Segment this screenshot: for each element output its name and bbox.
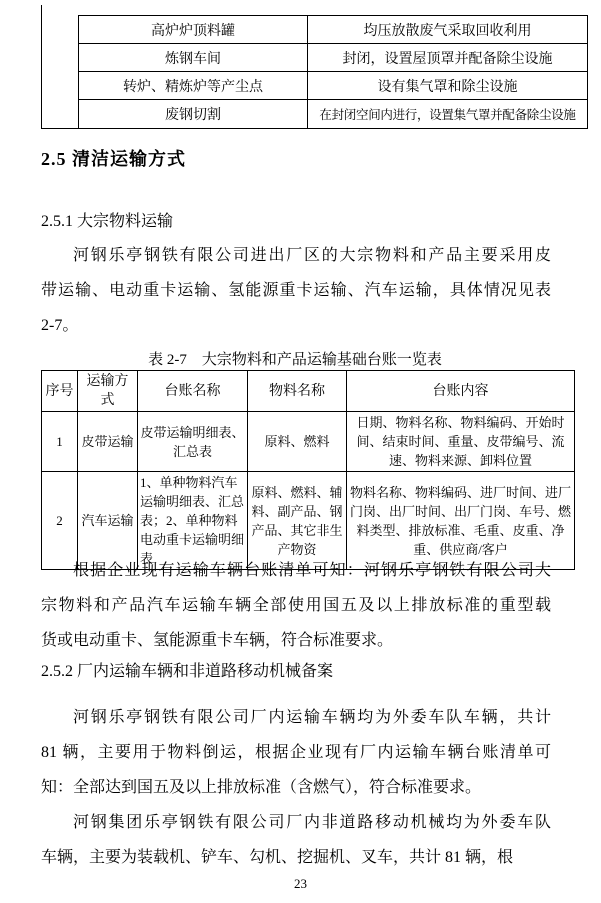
paragraph-line: 带运输、电动重卡运输、氢能源重卡运输、汽车运输，具体情况见表 (41, 282, 551, 299)
serial-cell: 2 (42, 472, 78, 570)
paragraph-line: 2-7。 (41, 317, 79, 334)
header-material-name: 物料名称 (248, 371, 347, 412)
table-header-row (42, 371, 575, 412)
measure-item-cell: 转炉、精炼炉等产尘点 (79, 72, 308, 100)
measure-item-cell: 高炉炉顶料罐 (79, 16, 308, 44)
measure-desc-cell: 封闭，设置屋顶罩并配备除尘设施 (308, 44, 588, 72)
mode-cell: 汽车运输 (78, 472, 138, 570)
material-cell: 原料、燃料 (248, 412, 347, 472)
table-row (42, 100, 588, 129)
paragraph-line: 货或电动重卡、氢能源重卡车辆，符合标准要求。 (41, 632, 394, 649)
measure-item-cell: 炼钢车间 (79, 44, 308, 72)
header-transport-mode: 运输方式 (78, 371, 138, 412)
subsection-heading-2-5-1: 2.5.1 大宗物料运输 (41, 213, 174, 230)
header-serial: 序号 (42, 371, 78, 412)
page-number: 23 (294, 876, 307, 891)
paragraph-line: 宗物料和产品汽车运输车辆全部使用国五及以上排放标准的重型载 (41, 597, 551, 614)
paragraph-line: 河钢集团乐亭钢铁有限公司厂内非道路移动机械均为外委车队 (73, 814, 551, 831)
table-row (42, 44, 588, 72)
serial-cell: 1 (42, 412, 78, 472)
paragraph-line: 车辆，主要为装载机、铲车、勾机、挖掘机、叉车，共计 81 辆，根 (41, 849, 514, 866)
table-row (42, 412, 575, 472)
measure-item-cell: 废钢切割 (79, 100, 308, 129)
paragraph-line: 根据企业现有运输车辆台账清单可知：河钢乐亭钢铁有限公司大 (73, 562, 551, 579)
measure-desc-cell: 设有集气罩和除尘设施 (308, 72, 588, 100)
paragraph-line: 河钢乐亭钢铁有限公司厂内运输车辆均为外委车队车辆，共计 (73, 709, 551, 726)
paragraph-line: 河钢乐亭钢铁有限公司进出厂区的大宗物料和产品主要采用皮 (73, 247, 551, 264)
header-ledger-content: 台账内容 (347, 371, 575, 412)
measure-desc-cell: 在封闭空间内进行，设置集气罩并配备除尘设施 (308, 100, 588, 129)
content-cell: 日期、物料名称、物料编码、开始时间、结束时间、重量、皮带编号、流速、物料来源、卸料位置 (347, 412, 575, 472)
paragraph-vehicle-standard (41, 553, 551, 658)
material-cell: 原料、燃料、辅料、副产品、钢产品、其它非生产物资 (248, 472, 347, 570)
table-2-7-caption: 表 2-7 大宗物料和产品运输基础台账一览表 (148, 352, 442, 368)
continued-merged-cell (42, 16, 79, 129)
table-row (42, 72, 588, 100)
section-heading-2-5: 2.5 清洁运输方式 (41, 149, 186, 169)
mode-cell: 皮带运输 (78, 412, 138, 472)
header-ledger-name: 台账名称 (138, 371, 248, 412)
paragraph-internal-vehicles (41, 700, 551, 805)
paragraph-bulk-transport (41, 238, 551, 343)
dust-control-measures-table (41, 15, 588, 129)
table-row (42, 16, 588, 44)
ledger-cell: 皮带运输明细表、汇总表 (138, 412, 248, 472)
paragraph-nonroad-machinery (41, 805, 551, 875)
measure-desc-cell: 均压放散废气采取回收利用 (308, 16, 588, 44)
transport-ledger-table (41, 370, 575, 570)
ledger-cell: 1、单种物料汽车运输明细表、汇总表；2、单种物料电动重卡运输明细表 (138, 472, 248, 570)
content-cell: 物料名称、物料编码、进厂时间、进厂门岗、出厂时间、出厂门岗、车号、燃料类型、排放标准、毛重、皮重、净重、供应商/客户 (347, 472, 575, 570)
paragraph-line: 81 辆，主要用于物料倒运，根据企业现有厂内运输车辆台账清单可 (41, 744, 551, 761)
paragraph-line: 知：全部达到国五及以上排放标准（含燃气），符合标准要求。 (41, 779, 482, 796)
subsection-heading-2-5-2: 2.5.2 厂内运输车辆和非道路移动机械备案 (41, 663, 334, 680)
